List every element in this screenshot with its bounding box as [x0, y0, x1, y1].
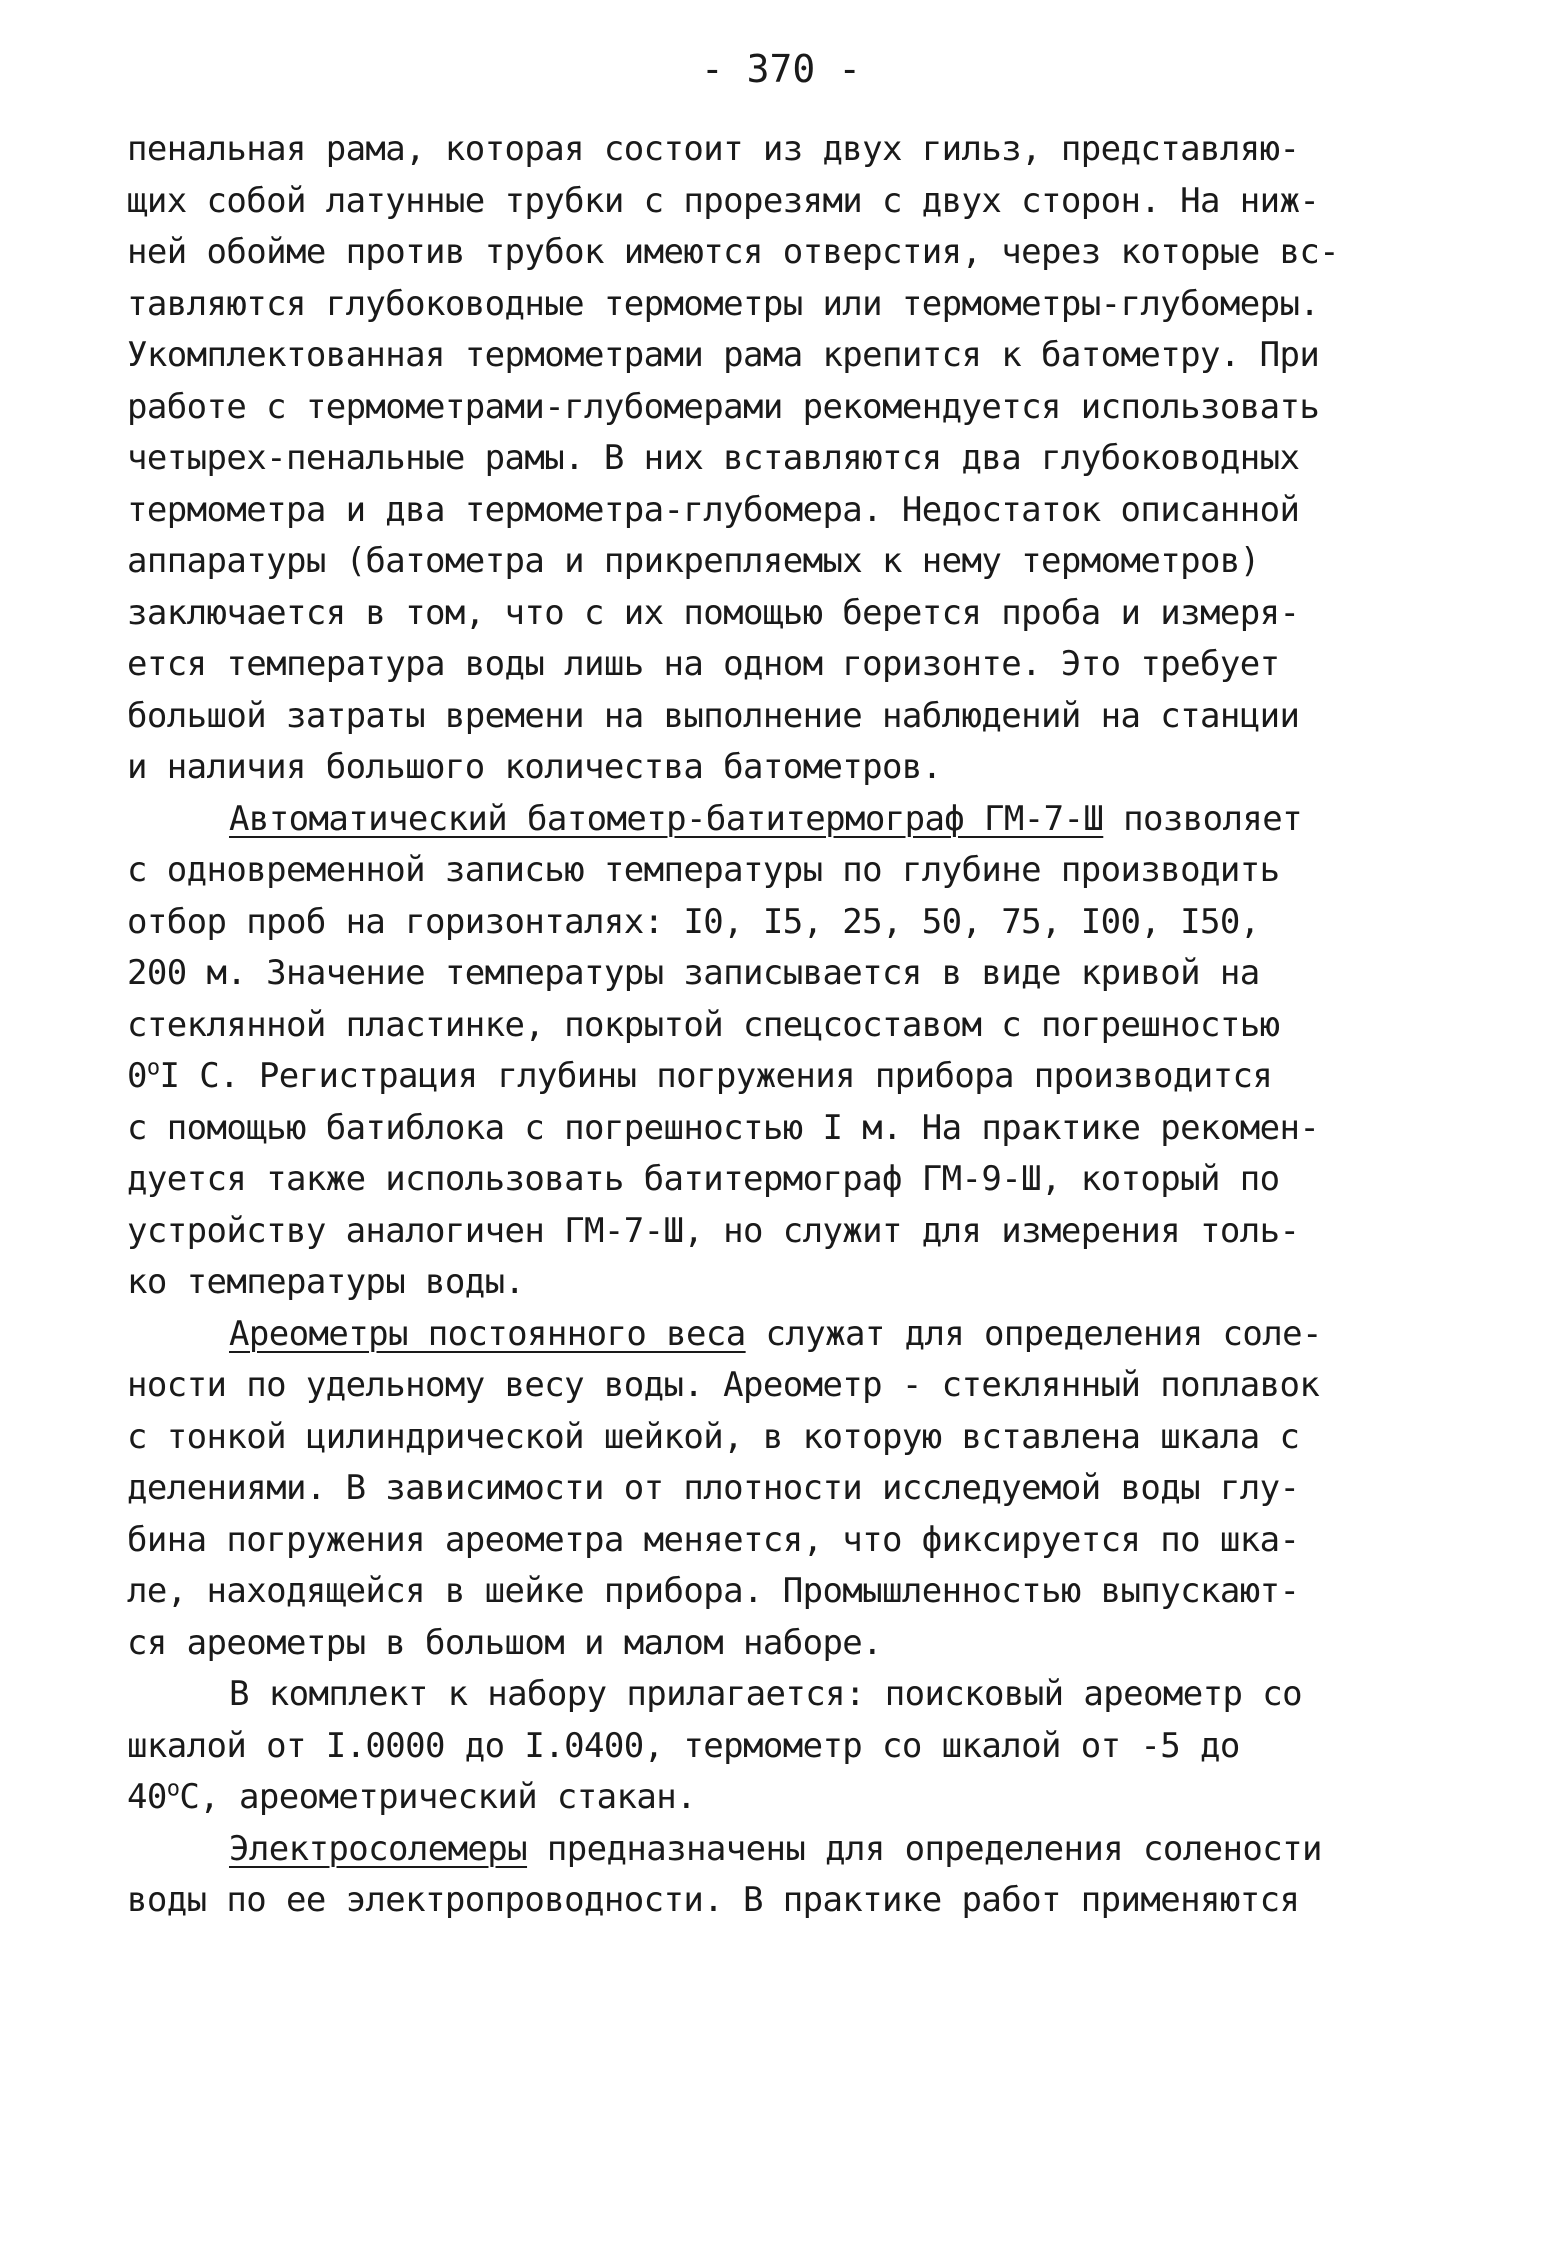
text-segment: заключается в том, что с их помощью берется проба и измеря- [127, 592, 1300, 633]
text-segment: С, ареометрический стакан. [179, 1777, 697, 1817]
text-segment: предназначены для определения солености [527, 1828, 1322, 1869]
text-line [127, 794, 1437, 846]
text-segment: аппаратуры (батометра и прикрепляемых к нему термометров) [127, 541, 1260, 581]
text-line [127, 227, 1437, 279]
text-line [127, 1309, 1437, 1361]
text-line [127, 1412, 1437, 1464]
text-line [127, 1257, 1437, 1309]
text-segment: 40 [127, 1777, 167, 1817]
text-line [127, 279, 1437, 331]
text-segment: ности по удельному весу воды. Ареометр - стеклянный поплавок [127, 1365, 1320, 1405]
text-segment: Укомплектованная термометрами рама крепится к батометру. При [127, 335, 1320, 375]
text-line [127, 1669, 1437, 1721]
degree-superscript: o [146, 1055, 160, 1081]
text-segment: большой затраты времени на выполнение наблюдений на станции [127, 695, 1300, 736]
text-segment: бина погружения ареометра меняется, что фиксируется по шка- [127, 1519, 1300, 1560]
text-segment: ется температура воды лишь на одном горизонте. Это требует [127, 644, 1280, 684]
underlined-term: Ареометры постоянного веса [229, 1313, 746, 1354]
text-segment: отбор проб на горизонталях: I0, I5, 25, 50, 75, I00, I50, [127, 901, 1260, 942]
text-segment: с тонкой цилиндрической шейкой, в которую вставлена шкала с [127, 1416, 1300, 1457]
text-line [127, 176, 1437, 228]
text-line [127, 1566, 1437, 1618]
text-segment: с помощью батиблока с погрешностью I м. На практике рекомен- [127, 1107, 1320, 1148]
text-segment: ней обойме против трубок имеются отверстия, через которые вс- [127, 232, 1340, 272]
underlined-term: Электросолемеры [229, 1828, 528, 1869]
text-segment: и наличия большого количества батометров. [127, 747, 942, 787]
text-segment: устройству аналогичен ГМ-7-Ш, но служит для измерения толь- [127, 1210, 1300, 1251]
text-segment: шкалой от I.0000 до I.0400, термометр со шкалой от -5 до [127, 1725, 1240, 1766]
text-segment: позволяет [1103, 798, 1302, 839]
text-line [127, 948, 1437, 1000]
text-segment: работе с термометрами-глубомерами рекомендуется использовать [127, 386, 1320, 427]
text-segment: делениями. В зависимости от плотности исследуемой воды глу- [127, 1468, 1300, 1508]
body-text [127, 124, 1437, 1927]
text-segment: пенальная рама, которая состоит из двух гильз, представляю- [127, 129, 1300, 169]
text-line [127, 742, 1437, 794]
text-segment: дуется также использовать батитермограф ГМ-9-Ш, который по [127, 1159, 1280, 1199]
text-line [127, 485, 1437, 537]
underlined-term: Автоматический батометр-батитермограф ГМ-7-Ш [229, 798, 1104, 839]
text-segment: с одновременной записью температуры по глубине производить [127, 850, 1280, 890]
text-line [127, 1051, 1437, 1103]
text-segment: 200 м. Значение температуры записывается в виде кривой на [127, 953, 1260, 993]
text-segment: ле, находящейся в шейке прибора. Промышленностью выпускают- [127, 1571, 1300, 1611]
text-line [127, 330, 1437, 382]
text-line [127, 1154, 1437, 1206]
text-segment: 0 [127, 1056, 147, 1096]
text-line [127, 433, 1437, 485]
text-line [127, 1515, 1437, 1567]
text-line [127, 536, 1437, 588]
text-segment: воды по ее электропроводности. В практике работ применяются [127, 1880, 1300, 1920]
text-line [127, 1875, 1437, 1927]
degree-superscript: o [166, 1776, 180, 1802]
text-line [127, 124, 1437, 176]
text-line [127, 1824, 1437, 1876]
text-line [127, 1772, 1437, 1824]
text-line [127, 1360, 1437, 1412]
text-line [127, 691, 1437, 743]
text-line [127, 1206, 1437, 1258]
text-line [127, 382, 1437, 434]
text-segment: стеклянной пластинке, покрытой спецсоставом с погрешностью [127, 1004, 1280, 1045]
text-line [127, 845, 1437, 897]
text-segment: термометра и два термометра-глубомера. Недостаток описанной [127, 489, 1300, 530]
text-segment: I С. Регистрация глубины погружения прибора производится [159, 1056, 1273, 1096]
text-segment: щих собой латунные трубки с прорезями с двух сторон. На ниж- [127, 180, 1320, 221]
text-line [127, 1000, 1437, 1052]
text-line [127, 897, 1437, 949]
text-line [127, 1103, 1437, 1155]
page-number: - 370 - [700, 47, 862, 91]
text-segment: В комплект к набору прилагается: поисковый ареометр со [229, 1674, 1302, 1714]
text-segment: тавляются глубоководные термометры или термометры-глубомеры. [127, 283, 1320, 324]
text-segment: ко температуры воды. [127, 1262, 525, 1302]
text-line [127, 588, 1437, 640]
text-segment: ся ареометры в большом и малом наборе. [127, 1622, 883, 1663]
text-line [127, 1463, 1437, 1515]
text-segment: служат для определения соле- [745, 1313, 1322, 1354]
text-line [127, 1618, 1437, 1670]
text-segment: четырех-пенальные рамы. В них вставляются два глубоководных [127, 438, 1300, 478]
text-line [127, 639, 1437, 691]
text-line [127, 1721, 1437, 1773]
